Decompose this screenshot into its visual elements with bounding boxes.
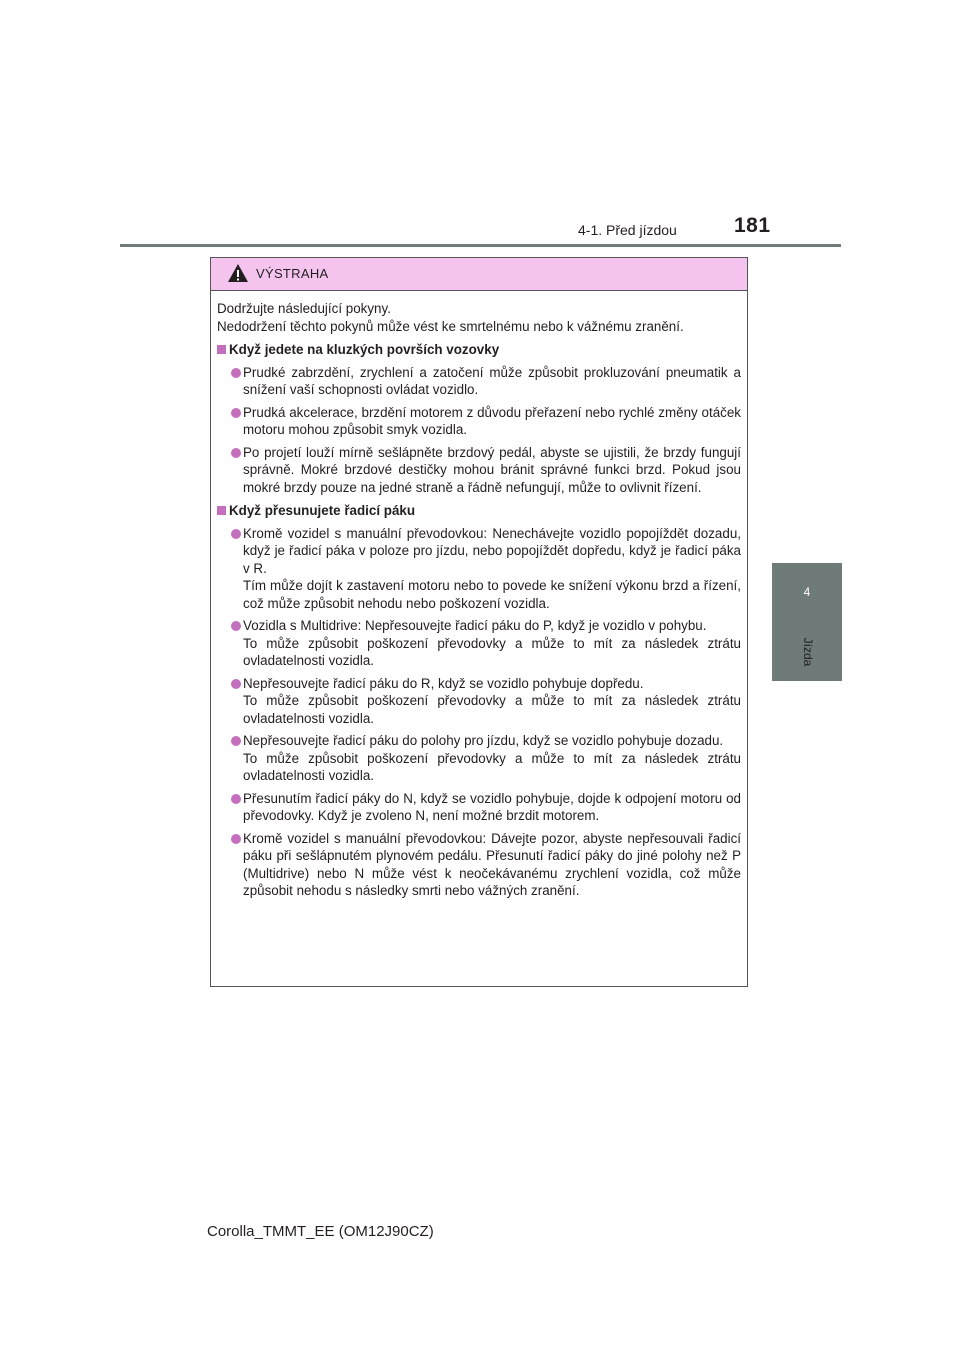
circle-bullet-icon	[231, 529, 241, 539]
warning-body	[211, 291, 747, 900]
circle-bullet-icon	[231, 621, 241, 631]
list-item-text: To může způsobit poškození převodovky a může to mít za následek ztrátu ovladatelnosti vozidla.	[243, 750, 741, 783]
warning-header	[211, 258, 747, 291]
section-heading	[217, 502, 741, 520]
header-rule	[120, 244, 841, 247]
circle-bullet-icon	[231, 794, 241, 804]
list-item	[217, 525, 741, 613]
list-item-text: Prudké zabrzdění, zrychlení a zatočení může způsobit prokluzování pneumatik a snížení vaší schopnosti ovládat vozidlo.	[243, 364, 741, 397]
chapter-label	[788, 627, 828, 677]
footer-model: Corolla_TMMT_EE (OM12J90CZ)	[207, 1223, 434, 1240]
circle-bullet-icon	[231, 448, 241, 458]
warning-triangle-icon	[227, 263, 249, 283]
warning-intro-line: Nedodržení těchto pokynů může vést ke smrtelnému nebo k vážnému zranění.	[217, 318, 684, 334]
warning-intro-line: Dodržujte následující pokyny.	[217, 301, 391, 316]
list-item-text: Kromě vozidel s manuální převodovkou: Dávejte pozor, abyste nepřesouvali řadicí páku při sešlápnutém plynovém pedálu. Přesunutí řadicí páky do jiné polohy než P (Multidrive) nebo N může vést k neočekávanému zrychlení vozidla, což může způsobit nehodu s následky smrti nebo vážných zranění.	[243, 830, 741, 898]
circle-bullet-icon	[231, 679, 241, 689]
circle-bullet-icon	[231, 408, 241, 418]
list-item	[217, 732, 741, 785]
square-bullet-icon	[217, 506, 226, 515]
list-item-text: Nepřesouvejte řadicí páku do polohy pro jízdu, když se vozidlo pohybuje dozadu.	[243, 733, 724, 748]
list-item-text: To může způsobit poškození převodovky a může to mít za následek ztrátu ovladatelnosti vozidla.	[243, 693, 741, 726]
square-bullet-icon	[217, 345, 226, 354]
list-item-text: Po projetí louží mírně sešlápněte brzdový pedál, abyste se ujistili, že brzdy fungují správně. Mokré brzdové destičky mohou bránit správné funkci brzd. Pokud jsou mokré brzdy pouze na jedné straně a řádně nefungují, může to ovlivnit řízení.	[243, 444, 741, 495]
list-item	[217, 790, 741, 825]
list-item-text: Prudká akcelerace, brzdění motorem z důvodu přeřazení nebo rychlé změny otáček motoru mohou způsobit smyk vozidla.	[243, 404, 741, 437]
page-number: 181	[734, 214, 771, 237]
section-heading-text: Když jedete na kluzkých površích vozovky	[229, 342, 500, 357]
list-item	[217, 404, 741, 439]
list-item-text: Tím může dojít k zastavení motoru nebo to povede ke snížení výkonu brzd a řízení, což může způsobit nehodu nebo poškození vozidla.	[243, 578, 741, 611]
header-section-title: 4-1. Před jízdou	[578, 222, 677, 238]
list-item	[217, 617, 741, 670]
section-heading	[217, 341, 741, 359]
warning-intro	[217, 300, 741, 335]
warning-sections	[217, 341, 741, 900]
list-item-text: Kromě vozidel s manuální převodovkou: Nenechávejte vozidlo popojíždět dozadu, když je řadicí páka v poloze pro jízdu, nebo popojíždět dopředu, když je řadicí páka v R.	[243, 525, 741, 576]
list-item	[217, 675, 741, 728]
chapter-tab-number: 4	[803, 585, 811, 599]
warning-title: VÝSTRAHA	[256, 266, 329, 281]
circle-bullet-icon	[231, 736, 241, 746]
list-item-text: Vozidla s Multidrive: Nepřesouvejte řadicí páku do P, když je vozidlo v pohybu.	[243, 618, 707, 633]
list-item-text: Nepřesouvejte řadicí páku do R, když se vozidlo pohybuje dopředu.	[243, 675, 644, 691]
circle-bullet-icon	[231, 834, 241, 844]
chapter-label-text: Jízda	[801, 637, 815, 667]
circle-bullet-icon	[231, 368, 241, 378]
list-item	[217, 830, 741, 900]
list-item-text: Přesunutím řadicí páky do N, když se vozidlo pohybuje, dojde k odpojení motoru od převodovky. Když je zvoleno N, není možné brzdit motorem.	[243, 790, 741, 823]
section-heading-text: Když přesunujete řadicí páku	[229, 503, 416, 518]
list-item-text: To může způsobit poškození převodovky a může to mít za následek ztrátu ovladatelnosti vozidla.	[243, 635, 741, 668]
warning-box	[210, 257, 748, 987]
list-item	[217, 364, 741, 399]
list-item	[217, 444, 741, 497]
